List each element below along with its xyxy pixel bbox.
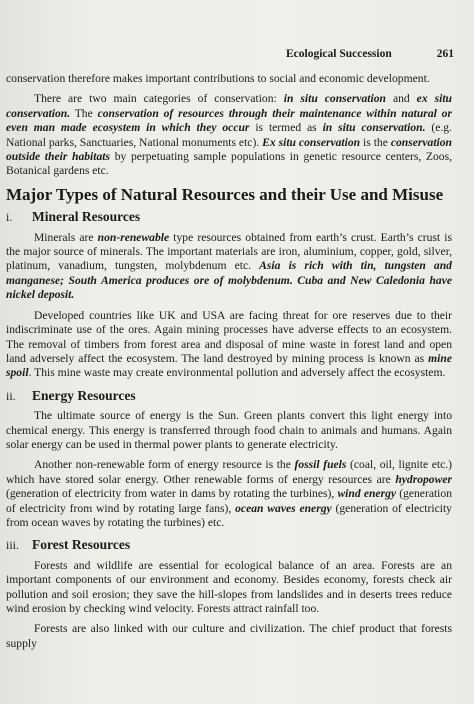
term-ocean-waves-energy: ocean waves energy bbox=[235, 501, 332, 515]
text: (generation of electricity from ocean waves by rotating the turbines) etc. bbox=[6, 501, 452, 529]
text: . This mine waste may create environmental pollution and adversely affect the ecosystem. bbox=[28, 366, 446, 380]
paragraph-conservation-categories bbox=[6, 92, 452, 178]
term-wind-energy: wind energy bbox=[337, 487, 397, 501]
paragraph-forests-culture: Forests are also linked with our culture and civilization. The chief product that forests supply bbox=[6, 622, 452, 650]
section-number: iii. bbox=[6, 538, 20, 553]
term-in-situ-2: in situ conservation. bbox=[322, 121, 426, 135]
running-title: Ecological Succession bbox=[286, 48, 392, 60]
text: and bbox=[385, 92, 417, 106]
section-title: Energy Resources bbox=[32, 387, 136, 403]
section-number: ii. bbox=[6, 388, 16, 403]
text: (coal, oil, lignite etc.) which have stored solar energy. Other renewable forms of energy resources are bbox=[6, 458, 452, 486]
text: is termed as bbox=[249, 121, 323, 135]
text: (generation of electricity from wind by rotating large fans), bbox=[6, 487, 452, 515]
main-heading: Major Types of Natural Resources and their Use and Misuse bbox=[6, 184, 444, 204]
page-body bbox=[6, 72, 452, 657]
page-number: 261 bbox=[436, 48, 454, 60]
text: There are two main categories of conservation: bbox=[34, 92, 284, 106]
term-ex-situ: ex situ conservation. bbox=[6, 92, 452, 120]
text: (generation of electricity from water in dams by rotating the turbines), bbox=[6, 487, 338, 501]
section-heading-mineral bbox=[6, 210, 452, 224]
paragraph-energy-forms bbox=[6, 458, 452, 530]
section-heading-forest bbox=[6, 538, 452, 552]
text: Minerals are bbox=[34, 230, 98, 244]
term-fossil-fuels: fossil fuels bbox=[294, 458, 347, 472]
paragraph-minerals bbox=[6, 231, 452, 303]
text: Another non-renewable form of energy resource is the bbox=[34, 458, 295, 472]
section-heading-energy bbox=[6, 389, 452, 403]
paragraph-forests-wildlife: Forests and wildlife are essential for ecological balance of an area. Forests are an important components of our environment and economy. Besides economy, forests check air pollution and soil erosion; they save the hill-slopes from landslides and in deserts trees reduce wind erosion by checking wind velocity. Forests attract rainfall too. bbox=[6, 558, 452, 615]
definition-ex-situ: conservation outside their habitats bbox=[6, 135, 453, 164]
section-title: Forest Resources bbox=[32, 537, 131, 553]
paragraph-solar-energy: The ultimate source of energy is the Sun. Green plants convert this light energy into chemical energy. This energy is transferred through food chain to animals and humans. Again solar energy can be used in thermal power plants to generate electricity. bbox=[6, 409, 452, 451]
text: is the bbox=[360, 135, 391, 149]
term-ex-situ-2: Ex situ conservation bbox=[262, 135, 361, 149]
term-non-renewable: non-renewable bbox=[97, 230, 170, 244]
running-header bbox=[286, 48, 454, 60]
mineral-deposits-statement: Asia is rich with tin, tungsten and manganese; South America produces ore of molybdenum. Cuba and New Caledonia have nickel deposit. bbox=[6, 259, 452, 302]
text: The bbox=[70, 106, 98, 120]
section-title: Mineral Resources bbox=[32, 209, 141, 225]
paragraph-mining-effects bbox=[6, 309, 452, 381]
text: Developed countries like UK and USA are facing threat for ore reserves due to their indiscriminate use of the ores. Again mining processes have adverse effects to an ecosystem. The removal of timbers from forest area and disposal of mine waste in forest land and open land adversely affect the ecosystem. The land destroyed by mining process is known as bbox=[6, 308, 452, 365]
term-hydropower: hydropower bbox=[395, 472, 452, 486]
paragraph-intro-end: conservation therefore makes important contributions to social and economic development. bbox=[6, 72, 430, 85]
text: (e.g. National parks, Sanctuaries, National monuments etc). bbox=[6, 121, 452, 149]
term-in-situ: in situ conservation bbox=[283, 92, 386, 106]
text: by perpetuating sample populations in genetic resource centers, Zoos, Botanical gardens etc. bbox=[6, 150, 453, 178]
term-mine-spoil: mine spoil bbox=[6, 351, 452, 380]
section-number: i. bbox=[6, 210, 13, 225]
definition-in-situ: conservation of resources through their maintenance within natural or even man made ecosystem in which they occur bbox=[6, 106, 452, 135]
text: type resources obtained from earth’s crust. Earth’s crust is the major source of minerals. The important materials are iron, aluminium, copper, gold, silver, platinum, vanadium, tungsten, molybdenum etc. bbox=[6, 230, 452, 273]
